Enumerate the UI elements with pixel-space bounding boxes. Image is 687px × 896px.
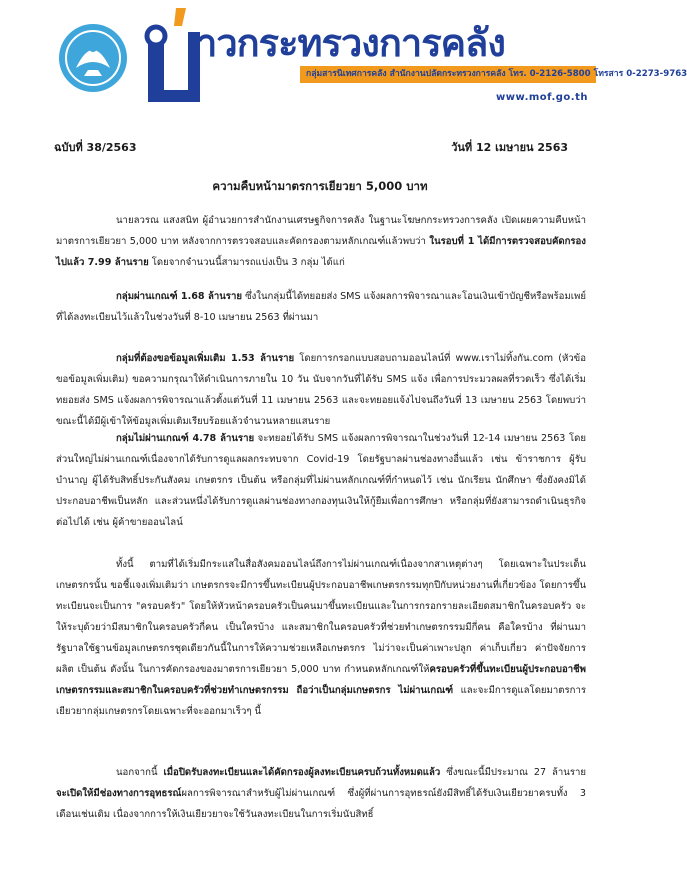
paragraph-3: กลุ่มที่ต้องขอข้อมูลเพิ่มเติม 1.53 ล้านราย โดยการกรอกแบบสอบถามออนไลน์ที่ www.เราไม่ทิ้งกัน.com (หัวข้อ ขอข้อมูลเพิ่มเติม) ขอความกรุณาให้ดำเนินการภายใน 10 วัน นับจากวันที่ได้รับ SMS แจ้ง เพื่อการประมวลผลที่รวดเร็ว ซึ่งได้เริ่มทยอยส่ง SMS แจ้งผลการพิจารณาแล้วตั้งแต่วันที่ 11 เมษายน 2563 และจะทยอยแจ้งไปจนถึงวันที่ 13 เมษายน 2563 โดยพบว่า ขณะนี้ได้มีผู้เข้าให้ข้อมูลเพิ่มเติมเรียบร้อยแล้วจำนวนหลายแสนราย	[56, 353, 586, 427]
issue-number: ฉบับที่ 38/2563	[54, 141, 137, 154]
ministry-seal-icon	[54, 18, 132, 96]
masthead-title	[196, 12, 505, 73]
website-link[interactable]: www.mof.go.th	[496, 92, 588, 103]
masthead-header	[0, 0, 687, 110]
contact-bar: กลุ่มสารนิเทศการคลัง สำนักงานปลัดกระทรวงการคลัง โทร. 0-2126-5800 โทรสาร 0-2273-9763	[300, 66, 596, 83]
masthead-mai-glyph	[142, 6, 204, 102]
paragraph-6: นอกจากนี้ เมื่อปิดรับลงทะเบียนและได้คัดกรองผู้ลงทะเบียนครบถ้วนทั้งหมดแล้ว ซึ่งขณะนี้มีประมาณ 27 ล้านราย จะเปิดให้มีช่องทางการอุทธรณ์ผลการพิจารณาสำหรับผู้ไม่ผ่านเกณฑ์ ซึ่งผู้ที่ผ่านการอุทธรณ์ยังมีสิทธิ์ได้รับเงินเยียวยาครบทั้ง 3 เดือนเช่นเดิม เนื่องจากการให้เงินเยียวยาจะใช้วันลงทะเบียนในการเริ่มนับสิทธิ์	[56, 767, 586, 820]
paragraph-4: กลุ่มไม่ผ่านเกณฑ์ 4.78 ล้านราย จะทยอยได้รับ SMS แจ้งผลการพิจารณาในช่วงวันที่ 12-14 เมษายน 2563 โดยส่วนใหญ่ไม่ผ่านเกณฑ์เนื่องจากได้รับการดูแลผลกระทบจาก Covid-19 โดยรัฐบาลผ่านช่องทางอื่นแล้ว เช่น ข้าราชการ ผู้รับบำนาญ ผู้ได้รับสิทธิ์ประกันสังคม เกษตรกร เป็นต้น หรือกลุ่มที่ไม่ผ่านหลักเกณฑ์ที่กำหนดไว้ เช่น นักเรียน นักศึกษา ซึ่งยังคงมิได้ประกอบอาชีพเป็นหลัก และส่วนหนึ่งได้รับการดูแลผ่านช่องทางกองทุนเงินให้กู้ยืมเพื่อการศึกษา หรือกลุ่มที่ยังสามารถดำเนินธุรกิจต่อไปได้ เช่น ผู้ค้าขายออนไลน์	[56, 433, 586, 528]
paragraph-5: ทั้งนี้ ตามที่ได้เริ่มมีกระแสในสื่อสังคมออนไลน์ถึงการไม่ผ่านเกณฑ์เนื่องจากสาเหตุต่างๆ โดยเฉพาะในประเด็นเกษตรกรนั้น ขอชี้แจงเพิ่มเติมว่า เกษตรกรจะมีการขึ้นทะเบียนผู้ประกอบอาชีพเกษตรกรรมทุกปีกับหน่วยงานที่เกี่ยวข้อง โดยการขึ้นทะเบียนจะเป็นการ "ครอบครัว" โดยให้หัวหน้าครอบครัวเป็นคนมาขึ้นทะเบียนและในการกรอกรายละเอียดสมาชิกในครอบครัว จะให้ระบุด้วยว่ามีสมาชิกในครอบครัวกี่คน เป็นใครบ้าง และสมาชิกในครอบครัวที่ช่วยทำเกษตรกรรมมีกี่คน คือใครบ้าง ที่ผ่านมารัฐบาลใช้ฐานข้อมูลเกษตรกรชุดเดียวกันนี้ในการให้ความช่วยเหลือเกษตรกร ไม่ว่าจะเป็นค่าเพาะปลูก ค่าเก็บเกี่ยว ค่าปัจจัยการผลิต เป็นต้น ดังนั้น ในการคัดกรองของมาตรการเยียวยา 5,000 บาท กำหนดหลักเกณฑ์ให้ครอบครัวที่ขึ้นทะเบียนผู้ประกอบอาชีพเกษตรกรรมและสมาชิกในครอบครัวที่ช่วยทำเกษตรกรรม ถือว่าเป็นกลุ่มเกษตรกร ไม่ผ่านเกณฑ์ และจะมีการดูแลโดยมาตรการเยียวยากลุ่มเกษตรกรโดยเฉพาะที่จะออกมาเร็วๆ นี้	[56, 559, 586, 717]
paragraph-1: นายลวรณ แสงสนิท ผู้อำนวยการสำนักงานเศรษฐกิจการคลัง ในฐานะโฆษกกระทรวงการคลัง เปิดเผยความคืบหน้ามาตรการเยียวยา 5,000 บาท หลังจากการตรวจสอบและคัดกรองตามหลักเกณฑ์แล้วพบว่า ในรอบที่ 1 ได้มีการตรวจสอบคัดกรองไปแล้ว 7.99 ล้านราย โดยจากจำนวนนี้สามารถแบ่งเป็น 3 กลุ่ม ได้แก่	[56, 215, 586, 268]
page-title: ความคืบหน้ามาตรการเยียวยา 5,000 บาท	[212, 179, 428, 193]
paragraph-2: กลุ่มผ่านเกณฑ์ 1.68 ล้านราย ซึ่งในกลุ่มนี้ได้ทยอยส่ง SMS แจ้งผลการพิจารณาและโอนเงินเข้าบัญชีหรือพร้อมเพย์ที่ได้ลงทะเบียนไว้แล้วในช่วงวันที่ 8-10 เมษายน 2563 ที่ผ่านมา	[56, 291, 586, 323]
issue-date: วันที่ 12 เมษายน 2563	[451, 141, 568, 154]
masthead-title-rest: าวกระทรวงการคลัง	[196, 21, 505, 65]
